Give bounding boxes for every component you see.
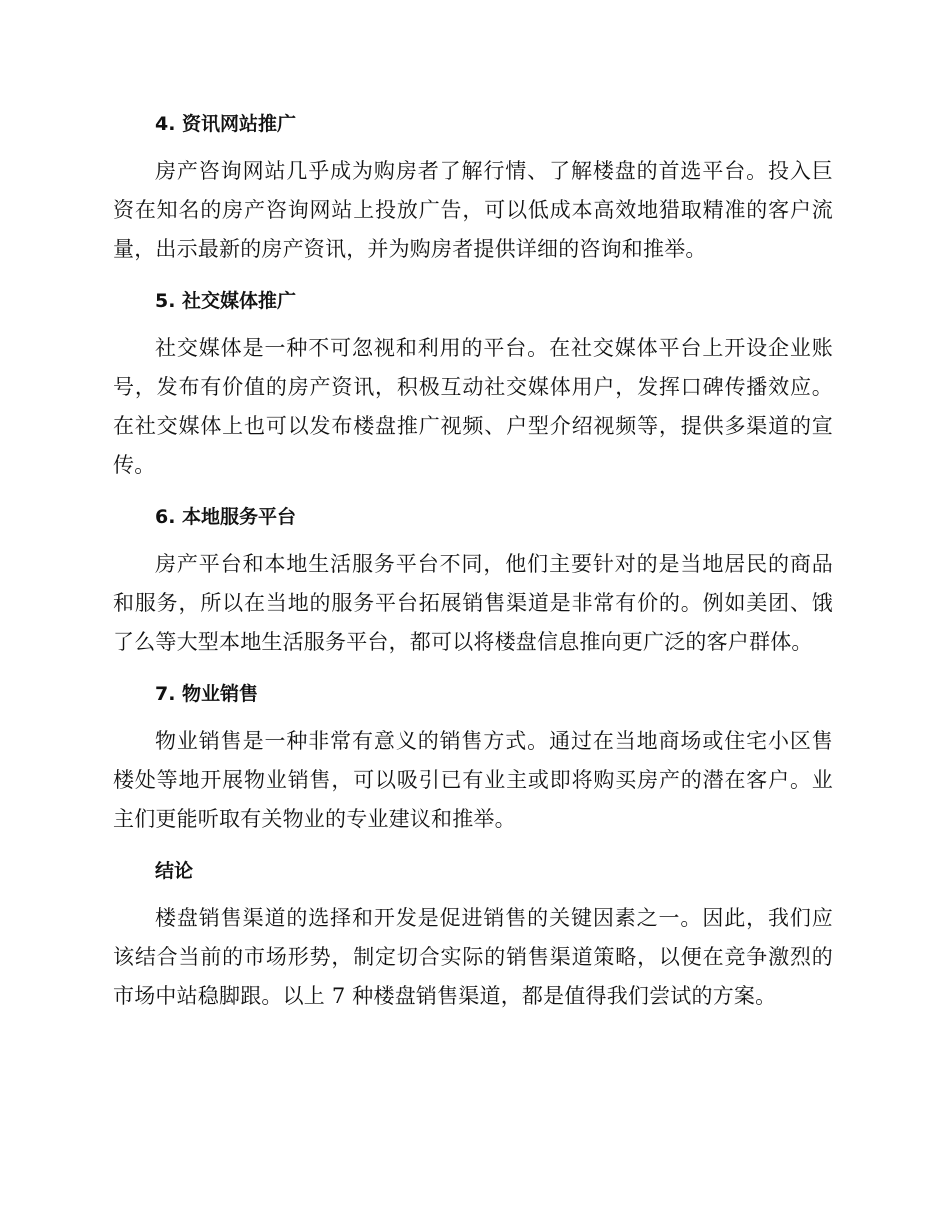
section-body-social-media: 社交媒体是一种不可忽视和利用的平台。在社交媒体平台上开设企业账号，发布有价值的房产资讯，积极互动社交媒体用户，发挥口碑传播效应。在社交媒体上也可以发布楼盘推广视频、户型介绍视频等，提供多渠道的宣传。	[113, 336, 833, 477]
section-body-property-sales: 物业销售是一种非常有意义的销售方式。通过在当地商场或住宅小区售楼处等地开展物业销售，可以吸引已有业主或即将购买房产的潜在客户。业主们更能听取有关物业的专业建议和推举。	[113, 729, 833, 831]
section-body-conclusion: 楼盘销售渠道的选择和开发是促进销售的关键因素之一。因此，我们应该结合当前的市场形势，制定切合实际的销售渠道策略，以便在竞争激烈的市场中站稳脚跟。以上 7 种楼盘销售渠道，都是值得我们尝试的方案。	[113, 906, 833, 1008]
document-page	[113, 110, 833, 1034]
section-heading-conclusion: 结论	[155, 860, 194, 882]
section-heading-website: 4. 资讯网站推广	[155, 113, 297, 135]
section-body-website: 房产咨询网站几乎成为购房者了解行情、了解楼盘的首选平台。投入巨资在知名的房产咨询网站上投放广告，可以低成本高效地猎取精准的客户流量，出示最新的房产资讯，并为购房者提供详细的咨询和推举。	[113, 159, 833, 261]
section-heading-property-sales: 7. 物业销售	[155, 683, 259, 705]
section-heading-local-service: 6. 本地服务平台	[155, 506, 297, 528]
section-body-local-service: 房产平台和本地生活服务平台不同，他们主要针对的是当地居民的商品和服务，所以在当地的服务平台拓展销售渠道是非常有价的。例如美团、饿了么等大型本地生活服务平台，都可以将楼盘信息推向更广泛的客户群体。	[113, 552, 833, 654]
section-heading-social-media: 5. 社交媒体推广	[155, 290, 297, 312]
